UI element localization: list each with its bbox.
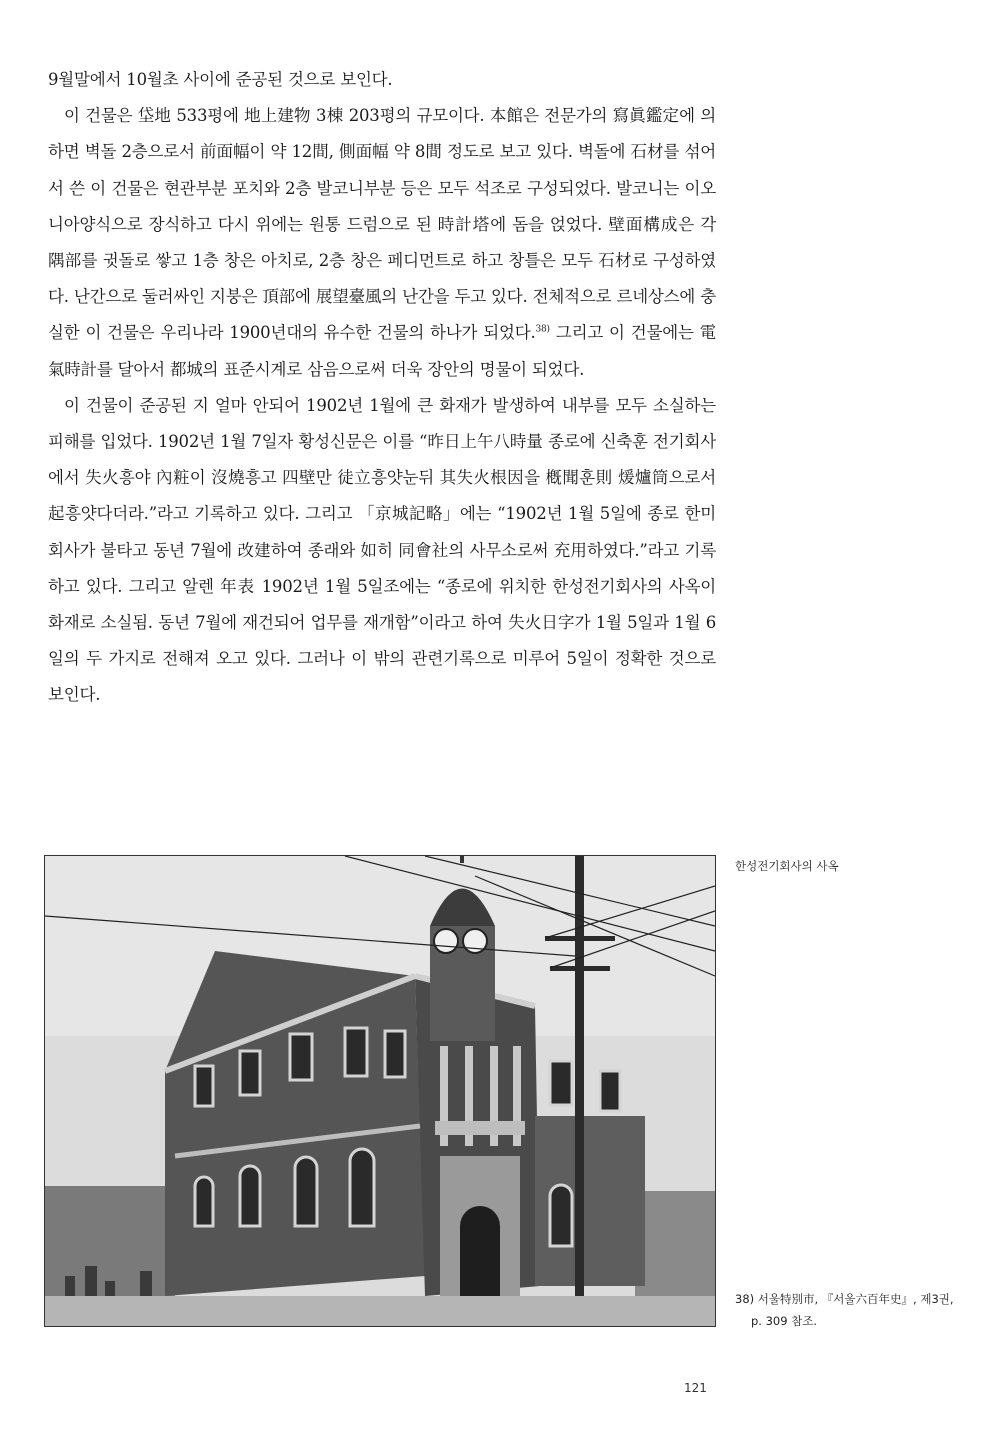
footnote [735,1288,985,1332]
footnote-line-2: p. 309 참조. [751,1314,818,1328]
building-photo [44,855,716,1327]
paragraph-1: 9월말에서 10월초 사이에 준공된 것으로 보인다. [48,70,393,89]
photo-caption: 한성전기회사의 사옥 [735,859,839,873]
footnote-line-1: 38) 서울特別市, 『서울六百年史』, 제3권, [735,1292,954,1306]
footnote-ref-38: 38) [535,324,550,335]
paragraph-2 [48,98,716,388]
body-text [48,62,716,714]
paragraph-2-tail: 그리고 이 건물에는 電氣時計를 달아서 都城의 표준시계로 삼음으로써 더욱 장안의 명물이 되었다. [48,323,716,379]
paragraph-3: 이 건물이 준공된 지 얼마 안되어 1902년 1월에 큰 화재가 발생하여 내부를 모두 소실하는 피해를 입었다. 1902년 1월 7일자 황성신문은 이를 “昨日上午八時量 종로에 신축훈 전기회사에서 失火흥야 內粧이 沒燒흥고 四壁만 徒立흥얏눈뒤 其失火根因을 槪聞훈則 煖爐筒으로서 起흥얏다더라.”라고 기록하고 있다. 그리고 「京城記略」에는 “1902년 1월 5일에 종로 한미회사가 불타고 동년 7월에 改建하여 종래와 如히 同會社의 사무소로써 充用하였다.”라고 기록하고 있다. 그리고 알렌 年表 1902년 1월 5일조에는 “종로에 위치한 한성전기회사의 사옥이 화재로 소실됨. 동년 7월에 재건되어 업무를 재개함”이라고 하여 失火日字가 1월 5일과 1월 6일의 두 가지로 전해져 오고 있다. 그러나 이 밖의 관련기록으로 미루어 5일이 정확한 것으로 보인다. [48,395,716,705]
paragraph-2-text: 이 건물은 垈地 533평에 地上建物 3棟 203평의 규모이다. 本館은 전문가의 寫眞鑑定에 의하면 벽돌 2층으로서 前面幅이 약 12間, 側面幅 약 8間 정도로 보고 있다. 벽돌에 石材를 섞어서 쓴 이 건물은 현관부분 포치와 2층 발코니부분 등은 모두 석조로 구성되었다. 발코니는 이오니아양식으로 장식하고 다시 위에는 원통 드럼으로 된 時計塔에 돔을 얹었다. 壁面構成은 각 隅部를 귓돌로 쌓고 1층 창은 아치로, 2층 창은 페디먼트로 하고 창틀은 모두 石材로 구성하였다. 난간으로 둘러싸인 지붕은 頂部에 展望臺風의 난간을 두고 있다. 전체적으로 르네상스에 충실한 이 건물은 우리나라 1900년대의 유수한 건물의 하나가 되었다. [48,106,716,343]
page-number: 121 [684,1381,707,1395]
